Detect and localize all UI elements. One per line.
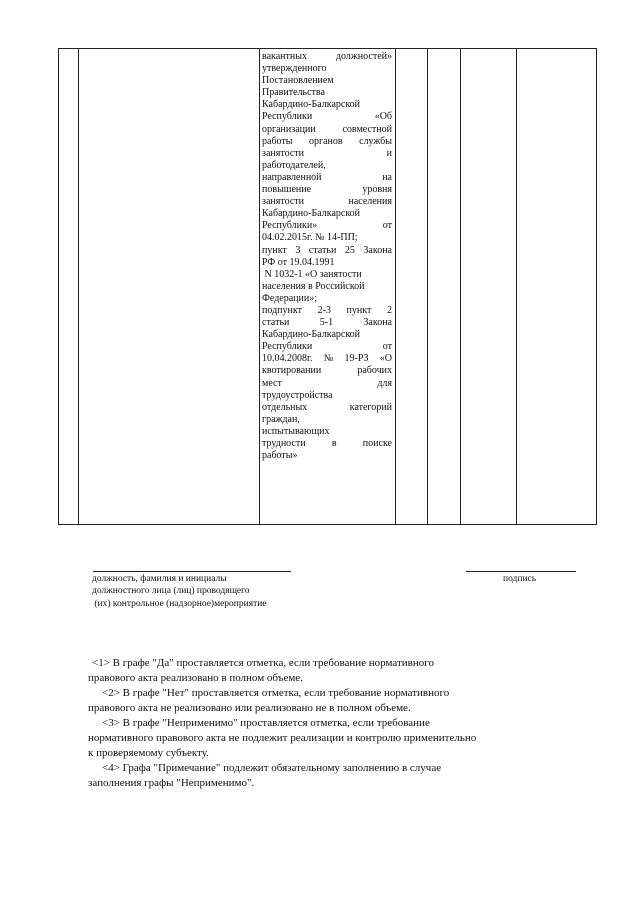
table-column-border <box>58 48 59 525</box>
table-column-border <box>259 48 260 525</box>
legal-text-line: работодателей, <box>262 159 326 171</box>
legal-text-line: квотировании рабочих <box>262 365 392 377</box>
legal-text-line: Кабардино-Балкарской <box>262 329 361 341</box>
official-signature-line <box>93 571 291 572</box>
legal-text-line: утвержденного <box>262 63 327 75</box>
table-column-border <box>460 48 461 525</box>
legal-text-line: подпункт 2-3 пункт 2 <box>262 304 392 316</box>
footnote-line: заполнения графы "Неприменимо". <box>88 777 255 789</box>
legal-text-line: работы органов службы <box>262 135 392 147</box>
legal-text-line: вакантных должностей» <box>262 51 392 62</box>
table-column-border <box>596 48 597 525</box>
legal-text-line: Правительства <box>262 87 325 99</box>
official-label-line: должность, фамилия и инициалы <box>92 574 227 584</box>
legal-text-line: занятости населения <box>262 196 392 208</box>
legal-text-line: 04.02.2015г. № 14-ПП; <box>262 232 358 244</box>
legal-text-line: трудности в поиске <box>262 438 392 449</box>
footnote-line: <2> В графе "Нет" проставляется отметка, если требование нормативного <box>102 687 450 699</box>
legal-text-line: статьи 5-1 Закона <box>262 317 392 329</box>
legal-text-line: трудоустройства <box>262 389 333 401</box>
legal-text-line: Кабардино-Балкарской <box>262 99 361 111</box>
legal-text-line: РФ от 19.04.1991 <box>262 256 335 268</box>
footnote-line: правового акта не реализовано или реализовано не в полном объеме. <box>88 702 411 714</box>
legal-text-line: N 1032-1 «О занятости <box>262 268 362 280</box>
legal-text-line: пункт 3 статьи 25 Закона <box>262 244 392 256</box>
footnote-line: к проверяемому субъекту. <box>88 747 209 759</box>
table-column-border <box>395 48 396 525</box>
legal-text-line: граждан, <box>262 413 300 425</box>
legal-text-line: мест для <box>262 377 392 389</box>
legal-text-line: Республики от <box>262 341 392 353</box>
legal-text-line: организации совместной <box>262 123 392 135</box>
footnotes <box>88 656 548 791</box>
legal-text-line: 10.04.2008г. № 19-РЗ «О <box>262 353 392 365</box>
legal-text-line: занятости и <box>262 147 392 159</box>
table-column-border <box>78 48 79 525</box>
legal-basis-cell-text <box>262 51 392 462</box>
signature-label: подпись <box>503 574 537 584</box>
legal-text-line: населения в Российской <box>262 280 365 292</box>
signature-line <box>466 571 576 572</box>
legal-text-line: Федерации»; <box>262 292 318 304</box>
footnote-line: нормативного правового акта не подлежит реализации и контролю применительно <box>88 732 477 744</box>
legal-text-line: Кабардино-Балкарской <box>262 208 361 220</box>
legal-text-line: отдельных категорий <box>262 401 392 413</box>
table-column-border <box>516 48 517 525</box>
footnote-line: правового акта реализовано в полном объеме. <box>88 672 303 684</box>
legal-text-line: работы» <box>262 450 298 462</box>
legal-text-line: испытывающих <box>262 425 330 437</box>
legal-text-line: повышение уровня <box>262 184 392 196</box>
official-label <box>92 573 267 610</box>
footnote-line: <4> Графа "Примечание" подлежит обязательному заполнению в случае <box>102 762 442 774</box>
legal-text-line: Постановлением <box>262 75 334 87</box>
footnote-line: <3> В графе "Неприменимо" проставляется отметка, если требование <box>102 717 430 729</box>
official-label-line: (их) контрольное (надзорное)мероприятие <box>92 598 267 609</box>
official-label-line: должностного лица (лиц) проводящего <box>92 586 250 597</box>
footnote-line: <1> В графе "Да" проставляется отметка, если требование нормативного <box>92 657 435 669</box>
legal-text-line: Республики «Об <box>262 111 392 123</box>
table-column-border <box>427 48 428 525</box>
legal-text-line: направленной на <box>262 171 392 183</box>
legal-text-line: Республики» от <box>262 220 392 232</box>
